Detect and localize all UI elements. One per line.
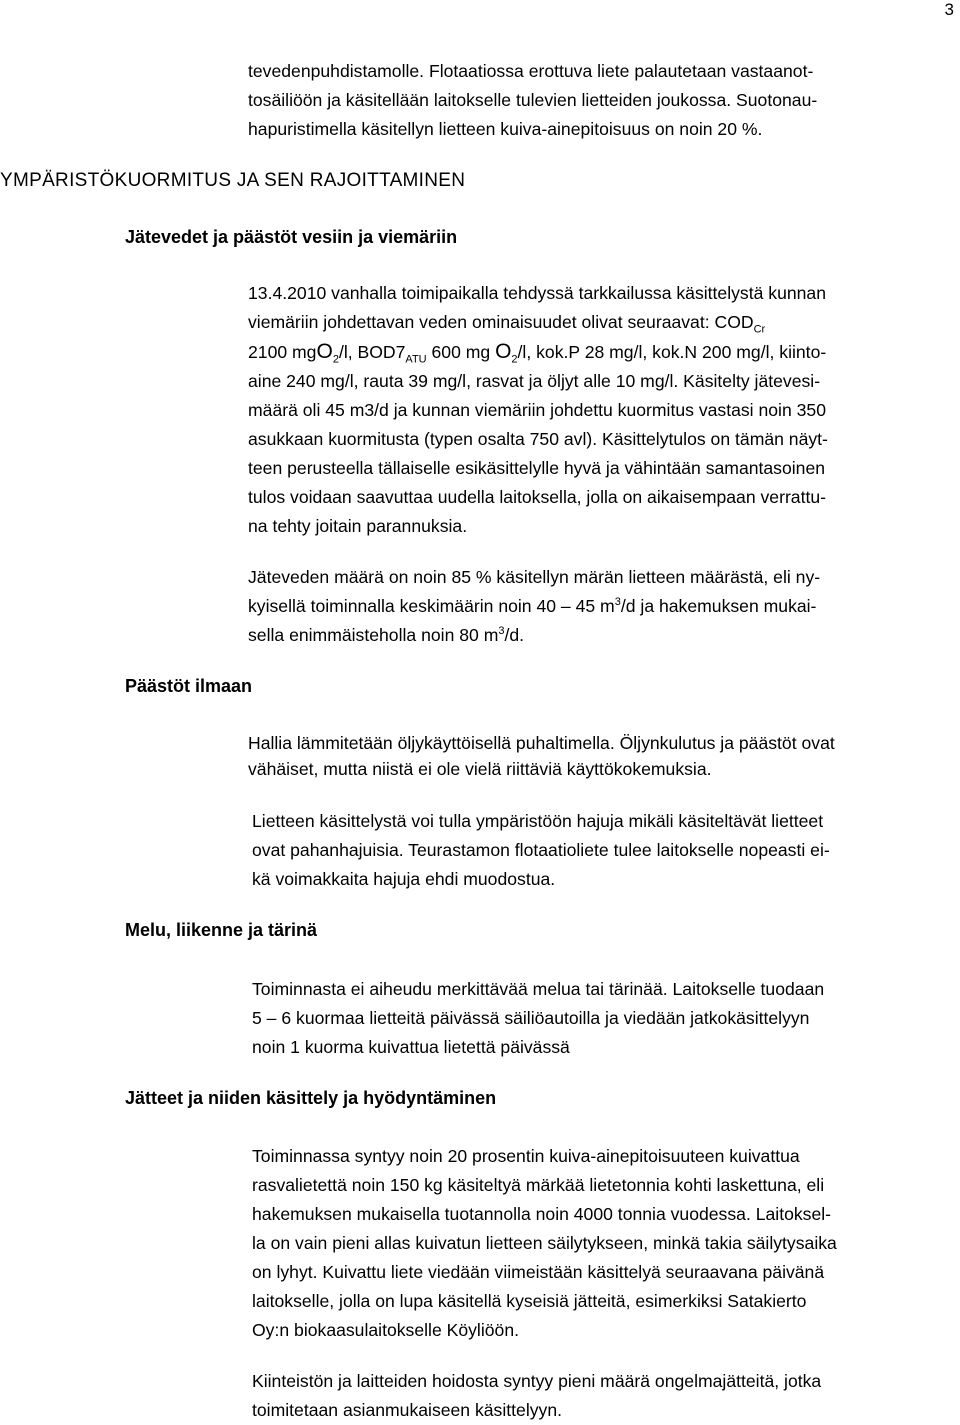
paragraph-line: teen perusteella tällaiselle esikäsittelylle hyvä ja vähintään samantasoinen: [248, 458, 826, 478]
subscript: 2: [332, 353, 339, 366]
noise-paragraph: [252, 975, 954, 1062]
paragraph-line: Jäteveden määrä on noin 85 % käsitellyn märän lietteen määrästä, eli ny-: [248, 567, 821, 587]
subscript: 2: [511, 353, 518, 366]
paragraph-line: laitokselle, jolla on lupa käsitellä kyseisiä jätteitä, esimerkiksi Satakierto: [252, 1291, 807, 1311]
paragraph-segment: /d ja hakemuksen mukai-: [620, 596, 817, 616]
paragraph-segment: 2100 mg: [248, 342, 317, 362]
paragraph-line: tulos voidaan saavuttaa uudella laitoksella, jolla on aikaisempaan verrattu-: [248, 487, 827, 507]
paragraph-segment: /l, BOD7: [338, 342, 406, 362]
superscript: 3: [614, 596, 621, 609]
paragraph-segment: sella enimmäisteholla noin 80 m: [248, 625, 499, 645]
intro-line: tevedenpuhdistamolle. Flotaatiossa erottuva liete palautetaan vastaanot-: [248, 61, 814, 81]
paragraph-line: 5 – 6 kuormaa lietteitä päivässä säiliöautoilla ja viedään jatkokäsittelyyn: [252, 1008, 810, 1028]
paragraph-line: na tehty joitain parannuksia.: [248, 516, 468, 536]
waste-paragraph-2: [252, 1367, 954, 1425]
paragraph-line: Toiminnassa syntyy noin 20 prosentin kuiva-ainepitoisuuteen kuivattua: [252, 1146, 800, 1166]
paragraph-line: Hallia lämmitetään öljykäyttöisellä puhaltimella. Öljynkulutus ja päästöt ovat: [248, 733, 835, 753]
intro-line: tosäiliöön ja käsitellään laitokselle tulevien lietteiden joukossa. Suotonau-: [248, 90, 818, 110]
superscript: 3: [498, 625, 505, 638]
wastewater-paragraph-2: [248, 563, 954, 650]
subscript: Cr: [753, 323, 766, 336]
oxygen-symbol: O: [316, 340, 333, 363]
paragraph-line: toimitetaan asianmukaiseen käsittelyyn.: [252, 1400, 563, 1420]
intro-paragraph: [248, 57, 954, 144]
paragraph-line: viemäriin johdettavan veden ominaisuudet olivat seuraavat: COD: [248, 312, 754, 332]
subscript: ATU: [405, 353, 427, 366]
paragraph-segment: /l, kok.P 28 mg/l, kok.N 200 mg/l, kiinto-: [517, 342, 827, 362]
noise-heading: Melu, liikenne ja tärinä: [125, 920, 318, 940]
paragraph-line: ovat pahanhajuisia. Teurastamon flotaatioliete tulee laitokselle nopeasti ei-: [252, 840, 830, 860]
paragraph-line: vähäiset, mutta niistä ei ole vielä riittäviä käyttökokemuksia.: [248, 759, 712, 779]
paragraph-line: Oy:n biokaasulaitokselle Köyliöön.: [252, 1320, 519, 1340]
paragraph-line: aine 240 mg/l, rauta 39 mg/l, rasvat ja öljyt alle 10 mg/l. Käsitelty jätevesi-: [248, 371, 821, 391]
paragraph-line: rasvalietettä noin 150 kg käsiteltyä märkää lietetonnia kohti laskettuna, eli: [252, 1175, 825, 1195]
paragraph-line: hakemuksen mukaisella tuotannolla noin 4000 tonnia vuodessa. Laitoksel-: [252, 1204, 832, 1224]
paragraph-segment: kyisellä toiminnalla keskimäärin noin 40 – 45 m: [248, 596, 615, 616]
paragraph-line: 13.4.2010 vanhalla toimipaikalla tehdyssä tarkkailussa käsittelystä kunnan: [248, 283, 826, 303]
paragraph-line: kä voimakkaita hajuja ehdi muodostua.: [252, 869, 556, 889]
paragraph-segment: /d.: [504, 625, 525, 645]
paragraph-line: on lyhyt. Kuivattu liete viedään viimeistään käsittelyä seuraavana päivänä: [252, 1262, 825, 1282]
paragraph-segment: 600 mg: [426, 342, 496, 362]
oxygen-symbol: O: [495, 340, 512, 363]
air-paragraph-2: [252, 807, 954, 894]
paragraph-line: asukkaan kuormitusta (typen osalta 750 avl). Käsittelytulos on tämän näyt-: [248, 429, 828, 449]
section-heading: YMPÄRISTÖKUORMITUS JA SEN RAJOITTAMINEN: [0, 170, 466, 191]
paragraph-line: Toiminnasta ei aiheudu merkittävää melua tai tärinää. Laitokselle tuodaan: [252, 979, 825, 999]
paragraph-line: määrä oli 45 m3/d ja kunnan viemäriin johdettu kuormitus vastasi noin 350: [248, 400, 826, 420]
paragraph-line: Lietteen käsittelystä voi tulla ympäristöön hajuja mikäli käsiteltävät lietteet: [252, 811, 824, 831]
intro-line: hapuristimella käsitellyn lietteen kuiva-ainepitoisuus on noin 20 %.: [248, 119, 763, 139]
paragraph-line: noin 1 kuorma kuivattua lietettä päivässä: [252, 1037, 570, 1057]
paragraph-line: Kiinteistön ja laitteiden hoidosta syntyy pieni määrä ongelmajätteitä, jotka: [252, 1371, 822, 1391]
wastewater-paragraph-1: [248, 279, 954, 541]
wastewater-heading: Jätevedet ja päästöt vesiin ja viemäriin: [125, 227, 458, 247]
paragraph-line: la on vain pieni allas kuivatun lietteen säilytykseen, minkä takia säilytysaika: [252, 1233, 837, 1253]
air-paragraph-1: [248, 730, 954, 782]
waste-heading: Jätteet ja niiden käsittely ja hyödyntäminen: [125, 1088, 497, 1108]
page-number: 3: [944, 0, 954, 19]
air-heading: Päästöt ilmaan: [125, 676, 253, 696]
waste-paragraph-1: [252, 1142, 954, 1345]
